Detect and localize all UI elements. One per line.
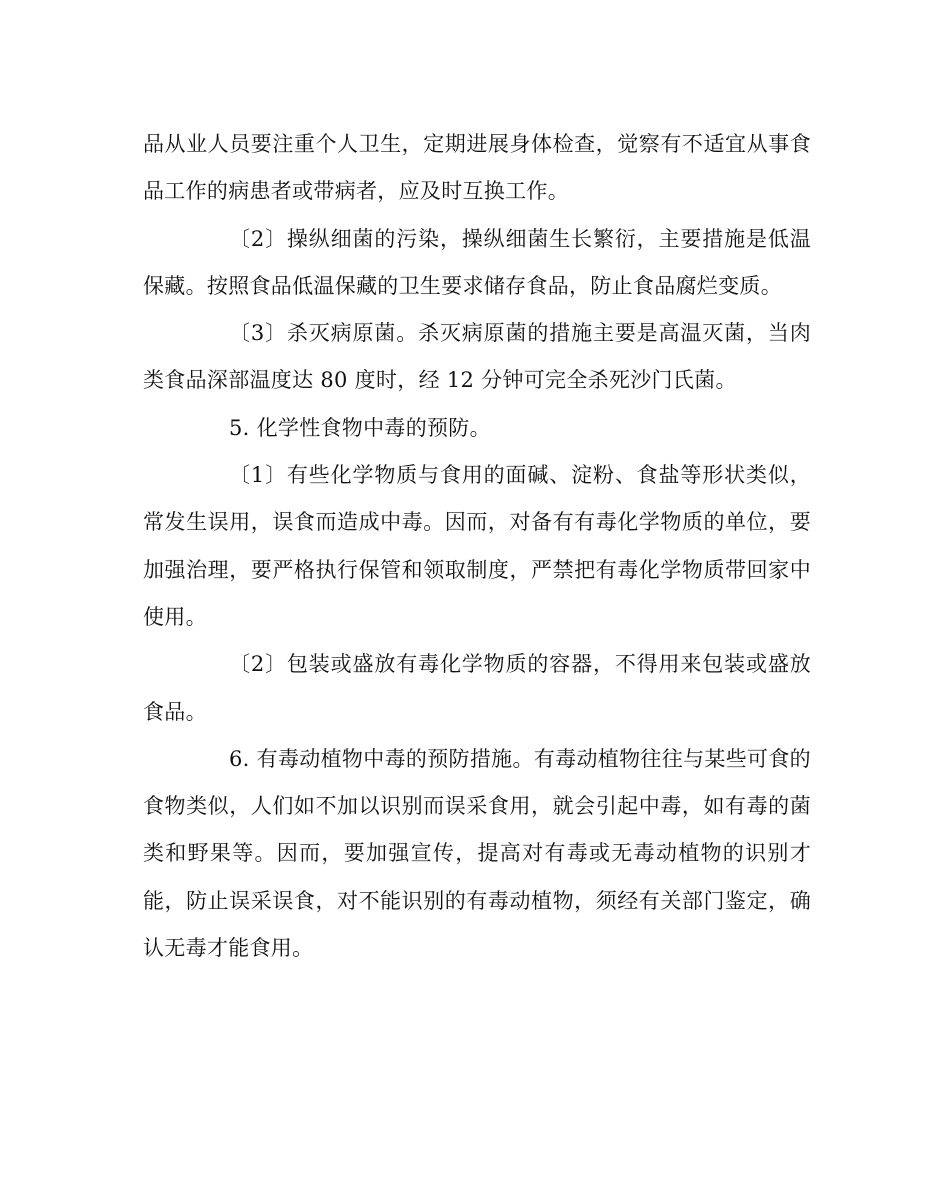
paragraph-item-3-kill-pathogens: 〔3〕杀灭病原菌。杀灭病原菌的措施主要是高温灭菌，当肉类食品深部温度达 80 度时，经 12 分钟可完全杀死沙门氏菌。: [143, 321, 811, 393]
paragraph-heading-6-toxic-plants-animals: 6. 有毒动植物中毒的预防措施。有毒动植物往往与某些可食的食物类似，人们如不加以识别而误采食用，就会引起中毒，如有毒的菌类和野果等。因而，要加强宣传，提高对有毒或无毒动植物的识别才能，防止误采误食，对不能识别的有毒动植物，须经有关部门鉴定，确认无毒才能食用。: [143, 746, 811, 961]
paragraph-continuation: 品从业人员要注重个人卫生，定期进展身体检查，觉察有不适宜从事食品工作的病患者或带病者，应及时互换工作。: [143, 132, 811, 204]
paragraph-item-2-containers: 〔2〕包装或盛放有毒化学物质的容器，不得用来包装或盛放食品。: [143, 652, 811, 724]
document-body: [143, 121, 811, 972]
paragraph-heading-5-chemical-poisoning: 5. 化学性食物中毒的预防。: [229, 415, 491, 440]
paragraph-item-1-chemical-misuse: 〔1〕有些化学物质与食用的面碱、淀粉、食盐等形状类似，常发生误用，误食而造成中毒。因而，对备有有毒化学物质的单位，要加强治理，要严格执行保管和领取制度，严禁把有毒化学物质带回家中使用。: [143, 463, 811, 629]
paragraph-item-2-control-bacteria: 〔2〕操纵细菌的污染，操纵细菌生长繁衍，主要措施是低温保藏。按照食品低温保藏的卫生要求储存食品，防止食品腐烂变质。: [143, 226, 811, 298]
